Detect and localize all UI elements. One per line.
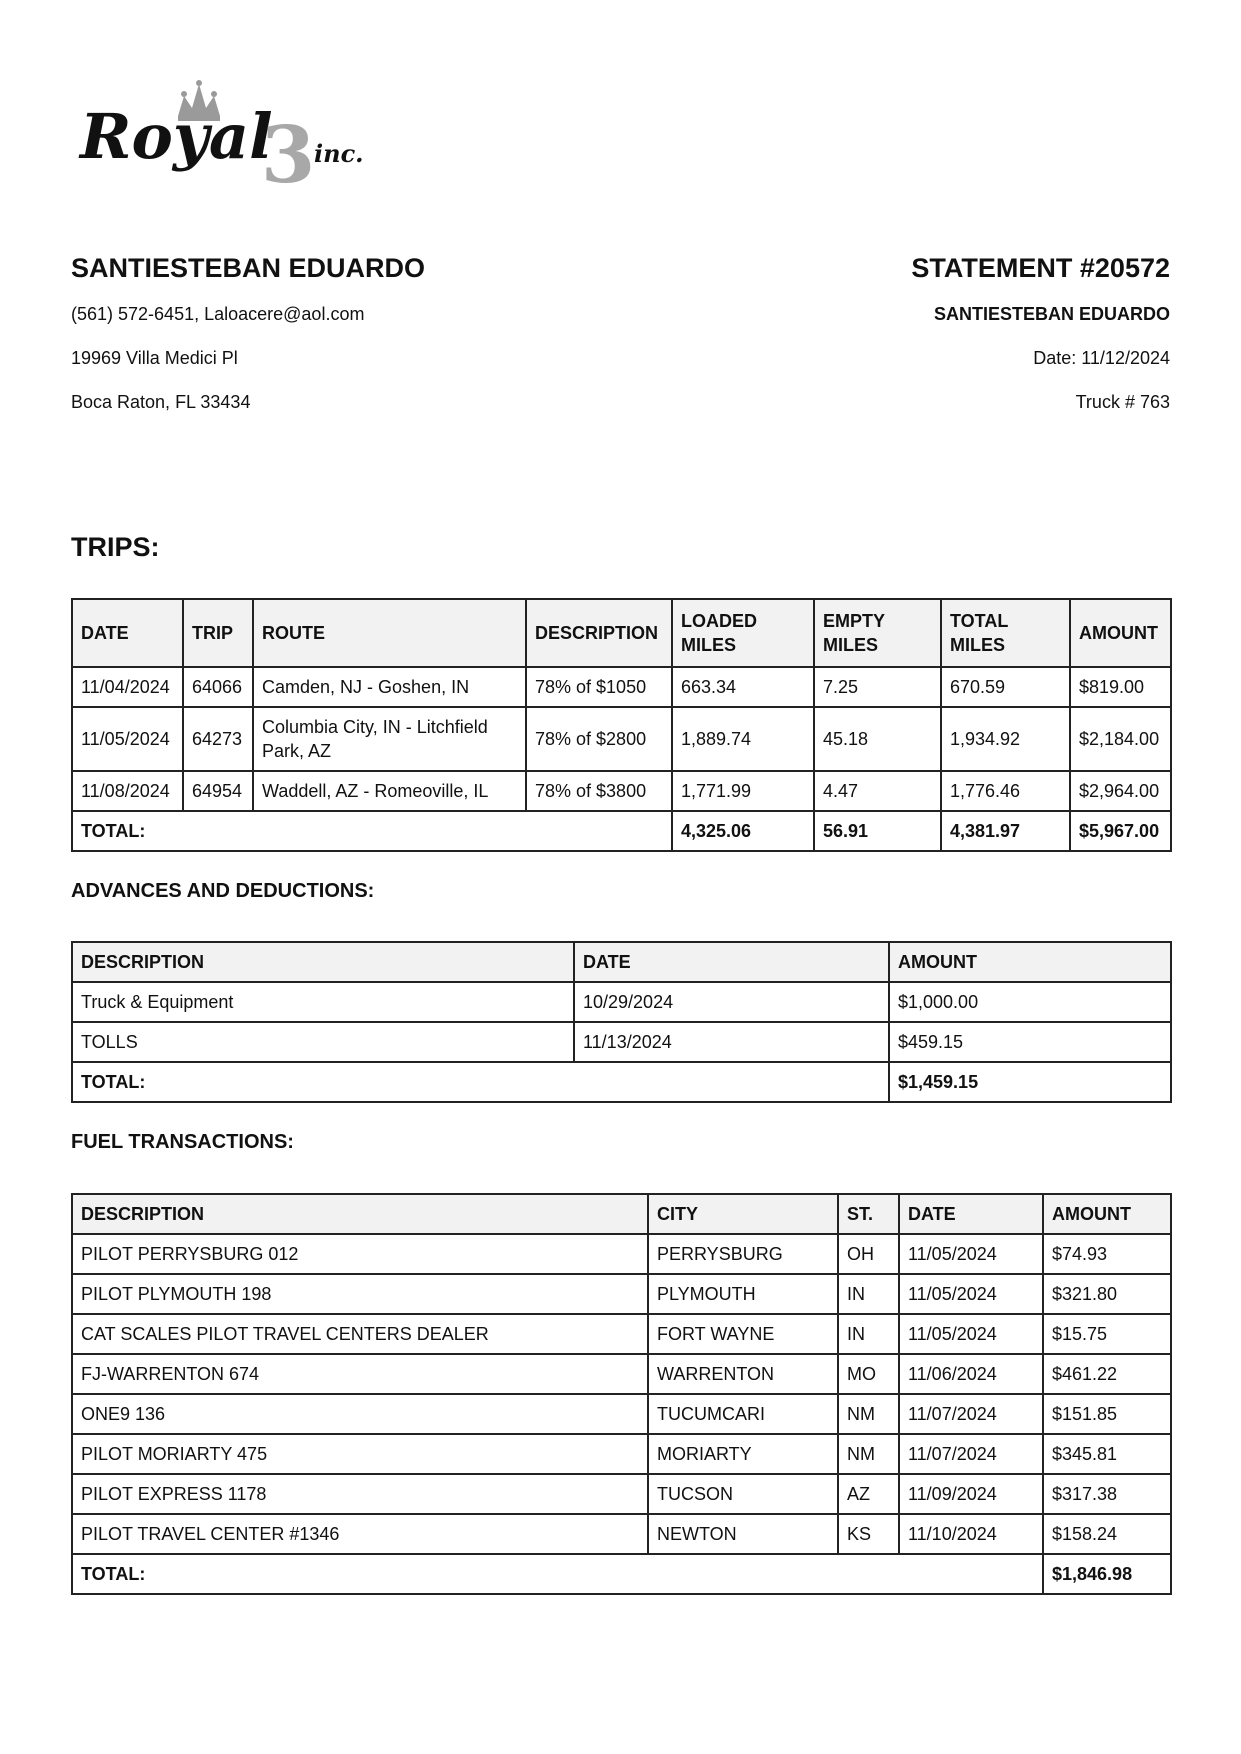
- table-row: [72, 1314, 1171, 1354]
- table-cell: $819.00: [1070, 667, 1171, 707]
- table-cell: 11/05/2024: [899, 1274, 1043, 1314]
- table-cell: IN: [838, 1314, 899, 1354]
- table-cell: PERRYSBURG: [648, 1234, 838, 1274]
- table-cell: 45.18: [814, 707, 941, 771]
- statement-date: Date: 11/12/2024: [1033, 348, 1170, 368]
- table-cell: 1,889.74: [672, 707, 814, 771]
- column-header: AMOUNT: [1070, 599, 1171, 667]
- fuel-header-row: [72, 1194, 1171, 1234]
- table-cell: $345.81: [1043, 1434, 1171, 1474]
- fuel-section-title: FUEL TRANSACTIONS:: [71, 1131, 294, 1153]
- table-cell: 11/13/2024: [574, 1022, 889, 1062]
- table-row: [72, 771, 1171, 811]
- table-cell: 1,776.46: [941, 771, 1070, 811]
- table-cell: $15.75: [1043, 1314, 1171, 1354]
- company-logo: [78, 80, 388, 190]
- driver-address-line1: 19969 Villa Medici Pl: [71, 348, 238, 368]
- column-header: DESCRIPTION: [72, 1194, 648, 1234]
- table-cell: 11/07/2024: [899, 1394, 1043, 1434]
- column-header: EMPTY MILES: [814, 599, 941, 667]
- table-row: [72, 1234, 1171, 1274]
- table-cell: 11/05/2024: [899, 1314, 1043, 1354]
- table-cell: TUCSON: [648, 1474, 838, 1514]
- advances-header-row: [72, 942, 1171, 982]
- total-label: TOTAL:: [72, 811, 672, 851]
- table-cell: 1,771.99: [672, 771, 814, 811]
- table-cell: ONE9 136: [72, 1394, 648, 1434]
- total-empty-miles: 56.91: [814, 811, 941, 851]
- table-cell: NM: [838, 1394, 899, 1434]
- table-cell: Waddell, AZ - Romeoville, IL: [253, 771, 526, 811]
- column-header: ROUTE: [253, 599, 526, 667]
- trips-section-title: TRIPS:: [71, 532, 160, 562]
- table-cell: 11/09/2024: [899, 1474, 1043, 1514]
- trips-table: [71, 598, 1172, 852]
- table-cell: Columbia City, IN - Litchfield Park, AZ: [253, 707, 526, 771]
- table-cell: 11/05/2024: [72, 707, 183, 771]
- column-header: DESCRIPTION: [72, 942, 574, 982]
- table-cell: 11/06/2024: [899, 1354, 1043, 1394]
- driver-address-line2: Boca Raton, FL 33434: [71, 392, 251, 412]
- total-amount: $1,459.15: [889, 1062, 1171, 1102]
- table-cell: 64954: [183, 771, 253, 811]
- advances-table: [71, 941, 1172, 1103]
- table-cell: $317.38: [1043, 1474, 1171, 1514]
- table-cell: MO: [838, 1354, 899, 1394]
- table-cell: 7.25: [814, 667, 941, 707]
- table-cell: 4.47: [814, 771, 941, 811]
- table-cell: FJ-WARRENTON 674: [72, 1354, 648, 1394]
- table-cell: FORT WAYNE: [648, 1314, 838, 1354]
- table-cell: 1,934.92: [941, 707, 1070, 771]
- total-label: TOTAL:: [72, 1554, 1043, 1594]
- logo-text-numeral: 3: [261, 110, 316, 190]
- table-cell: 11/05/2024: [899, 1234, 1043, 1274]
- table-cell: PILOT MORIARTY 475: [72, 1434, 648, 1474]
- table-cell: OH: [838, 1234, 899, 1274]
- table-row: [72, 1514, 1171, 1554]
- trips-total-row: [72, 811, 1171, 851]
- table-cell: 10/29/2024: [574, 982, 889, 1022]
- column-header: DATE: [72, 599, 183, 667]
- table-cell: Truck & Equipment: [72, 982, 574, 1022]
- total-loaded-miles: 4,325.06: [672, 811, 814, 851]
- column-header: DATE: [899, 1194, 1043, 1234]
- fuel-table: [71, 1193, 1172, 1595]
- table-cell: WARRENTON: [648, 1354, 838, 1394]
- column-header: ST.: [838, 1194, 899, 1234]
- fuel-total-row: [72, 1554, 1171, 1594]
- column-header: TRIP: [183, 599, 253, 667]
- table-cell: 78% of $3800: [526, 771, 672, 811]
- table-cell: $2,184.00: [1070, 707, 1171, 771]
- logo-text-main: Royal: [80, 100, 273, 173]
- table-cell: 11/07/2024: [899, 1434, 1043, 1474]
- driver-name: SANTIESTEBAN EDUARDO: [71, 253, 426, 283]
- table-cell: 64273: [183, 707, 253, 771]
- table-cell: 11/08/2024: [72, 771, 183, 811]
- table-cell: AZ: [838, 1474, 899, 1514]
- total-amount: $5,967.00: [1070, 811, 1171, 851]
- driver-contact: (561) 572-6451, Laloacere@aol.com: [71, 304, 365, 324]
- statement-title: STATEMENT #20572: [911, 253, 1170, 283]
- table-cell: 663.34: [672, 667, 814, 707]
- advances-total-row: [72, 1062, 1171, 1102]
- table-cell: NM: [838, 1434, 899, 1474]
- column-header: CITY: [648, 1194, 838, 1234]
- statement-truck: Truck # 763: [1075, 392, 1170, 412]
- table-cell: Camden, NJ - Goshen, IN: [253, 667, 526, 707]
- table-cell: 78% of $2800: [526, 707, 672, 771]
- total-label: TOTAL:: [72, 1062, 889, 1102]
- table-cell: 11/10/2024: [899, 1514, 1043, 1554]
- column-header: LOADED MILES: [672, 599, 814, 667]
- total-amount: $1,846.98: [1043, 1554, 1171, 1594]
- logo-text-suffix: inc.: [314, 139, 364, 168]
- table-cell: 670.59: [941, 667, 1070, 707]
- table-row: [72, 1474, 1171, 1514]
- column-header: AMOUNT: [889, 942, 1171, 982]
- table-row: [72, 1434, 1171, 1474]
- table-cell: $1,000.00: [889, 982, 1171, 1022]
- statement-name: SANTIESTEBAN EDUARDO: [933, 304, 1170, 324]
- trips-header-row: [72, 599, 1171, 667]
- table-cell: NEWTON: [648, 1514, 838, 1554]
- royal-3-logo-graphic: [78, 80, 388, 190]
- table-cell: $461.22: [1043, 1354, 1171, 1394]
- table-cell: PILOT EXPRESS 1178: [72, 1474, 648, 1514]
- column-header: DESCRIPTION: [526, 599, 672, 667]
- table-row: [72, 982, 1171, 1022]
- table-cell: CAT SCALES PILOT TRAVEL CENTERS DEALER: [72, 1314, 648, 1354]
- table-cell: $151.85: [1043, 1394, 1171, 1434]
- table-cell: IN: [838, 1274, 899, 1314]
- table-cell: 78% of $1050: [526, 667, 672, 707]
- table-cell: KS: [838, 1514, 899, 1554]
- column-header: DATE: [574, 942, 889, 982]
- table-cell: $158.24: [1043, 1514, 1171, 1554]
- column-header: AMOUNT: [1043, 1194, 1171, 1234]
- driver-info: [71, 250, 631, 424]
- table-row: [72, 707, 1171, 771]
- total-total-miles: 4,381.97: [941, 811, 1070, 851]
- table-cell: $74.93: [1043, 1234, 1171, 1274]
- table-row: [72, 1394, 1171, 1434]
- table-cell: TOLLS: [72, 1022, 574, 1062]
- table-cell: $2,964.00: [1070, 771, 1171, 811]
- table-cell: $459.15: [889, 1022, 1171, 1062]
- table-cell: 64066: [183, 667, 253, 707]
- table-cell: PILOT PERRYSBURG 012: [72, 1234, 648, 1274]
- table-cell: PILOT TRAVEL CENTER #1346: [72, 1514, 648, 1554]
- table-row: [72, 1354, 1171, 1394]
- table-cell: 11/04/2024: [72, 667, 183, 707]
- table-cell: PILOT PLYMOUTH 198: [72, 1274, 648, 1314]
- advances-section-title: ADVANCES AND DEDUCTIONS:: [71, 880, 375, 902]
- table-row: [72, 1274, 1171, 1314]
- table-row: [72, 1022, 1171, 1062]
- statement-info: [610, 250, 1170, 424]
- table-cell: MORIARTY: [648, 1434, 838, 1474]
- table-cell: PLYMOUTH: [648, 1274, 838, 1314]
- column-header: TOTAL MILES: [941, 599, 1070, 667]
- table-cell: TUCUMCARI: [648, 1394, 838, 1434]
- table-row: [72, 667, 1171, 707]
- table-cell: $321.80: [1043, 1274, 1171, 1314]
